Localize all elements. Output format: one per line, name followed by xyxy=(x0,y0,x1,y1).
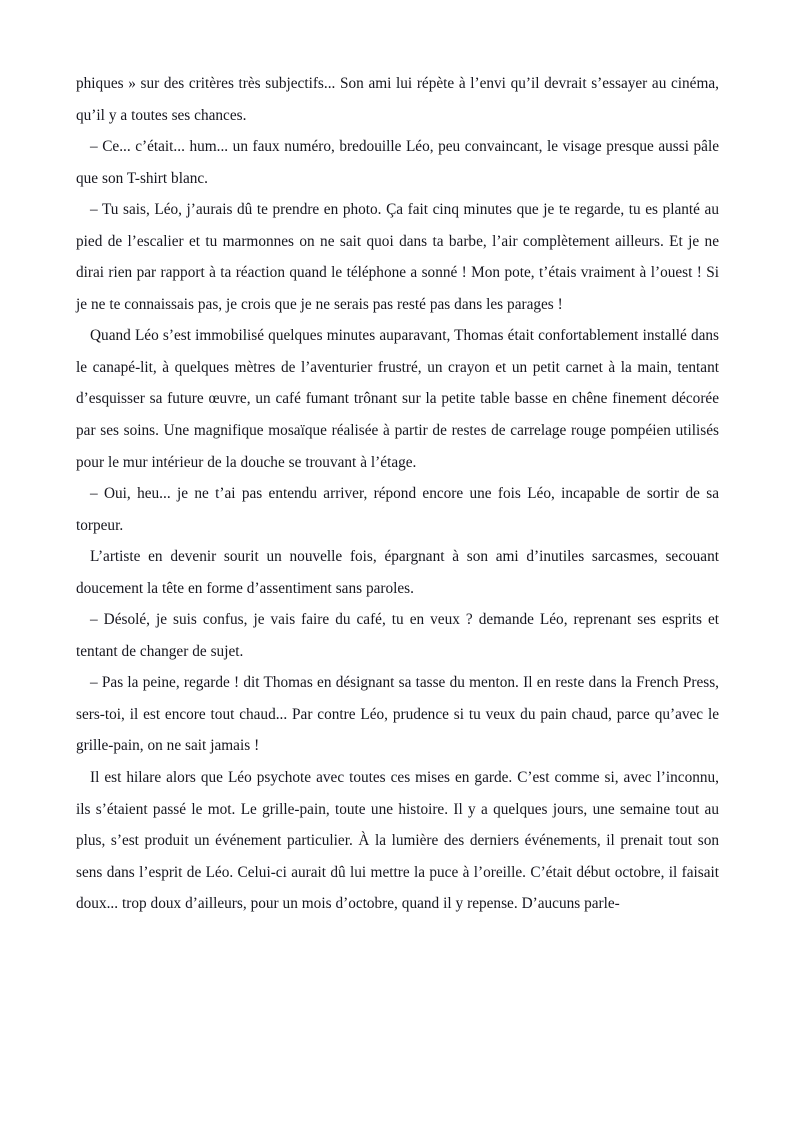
paragraph-dialogue-thomas-french-press: – Pas la peine, regarde ! dit Thomas en désignant sa tasse du menton. Il en reste dans la French Press, sers-toi, il est encore tout chaud... Par contre Léo, prudence si tu veux du pain chaud, parce qu’avec le grille-pain, on ne sait jamais ! xyxy=(76,674,719,755)
paragraph-narration-grille-pain: Il est hilare alors que Léo psychote avec toutes ces mises en garde. C’est comme si, avec l’inconnu, ils s’étaient passé le mot. Le grille-pain, toute une histoire. Il y a quelques jours, une semaine tout au plus, s’est produit un événement particulier. À la lumière des derniers événements, il prenait tout son sens dans l’esprit de Léo. Celui-ci aurait dû lui mettre la puce à l’oreille. C’était début octobre, il faisait doux... trop doux d’ailleurs, pour un mois d’octobre, quand il y repense. D’aucuns parle- xyxy=(76,769,719,913)
paragraph-dialogue-leo-faux-numero: – Ce... c’était... hum... un faux numéro, bredouille Léo, peu convaincant, le visage presque aussi pâle que son T-shirt blanc. xyxy=(76,138,719,187)
body-text-column xyxy=(76,68,719,920)
paragraph-dialogue-leo-cafe: – Désolé, je suis confus, je vais faire du café, tu en veux ? demande Léo, reprenant ses esprits et tentant de changer de sujet. xyxy=(76,611,719,660)
paragraph-narration-artiste: L’artiste en devenir sourit un nouvelle fois, épargnant à son ami d’inutiles sarcasmes, secouant doucement la tête en forme d’assentiment sans paroles. xyxy=(76,548,719,597)
paragraph-narration-canape-lit: Quand Léo s’est immobilisé quelques minutes auparavant, Thomas était confortablement installé dans le canapé-lit, à quelques mètres de l’aventurier frustré, un crayon et un petit carnet à la main, tentant d’esquisser sa future œuvre, un café fumant trônant sur la petite table basse en chêne finement décorée par ses soins. Une magnifique mosaïque réalisée à partir de restes de carrelage rouge pompéien utilisés pour le mur intérieur de la douche se trouvant à l’étage. xyxy=(76,327,719,471)
paragraph-continuation: phiques » sur des critères très subjectifs... Son ami lui répète à l’envi qu’il devrait s’essayer au cinéma, qu’il y a toutes ses chances. xyxy=(76,75,719,124)
paragraph-dialogue-leo-torpeur: – Oui, heu... je ne t’ai pas entendu arriver, répond encore une fois Léo, incapable de sortir de sa torpeur. xyxy=(76,485,719,534)
paragraph-dialogue-thomas-photo: – Tu sais, Léo, j’aurais dû te prendre en photo. Ça fait cinq minutes que je te regarde, tu es planté au pied de l’escalier et tu marmonnes on ne sait quoi dans ta barbe, l’air complètement ailleurs. Et je ne dirai rien par rapport à ta réaction quand le téléphone a sonné ! Mon pote, t’étais vraiment à l’ouest ! Si je ne te connaissais pas, je crois que je ne serais pas resté pas dans les parages ! xyxy=(76,201,719,313)
